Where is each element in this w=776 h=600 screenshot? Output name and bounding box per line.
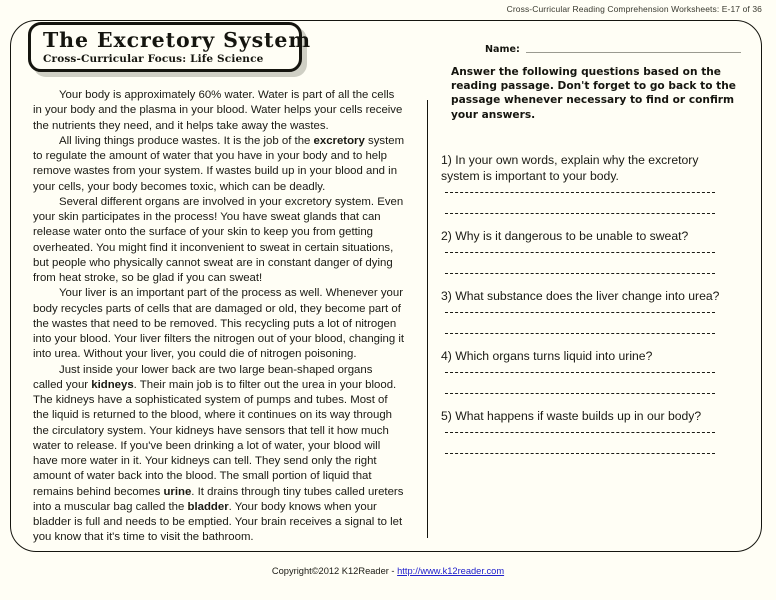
name-label: Name: (485, 44, 520, 55)
passage-paragraph (33, 88, 405, 134)
passage-paragraph (33, 286, 405, 362)
instructions-text: Answer the following questions based on the reading passage. Don't forget to go back to the passage whenever necessary to find or confirm your answers. (451, 66, 736, 121)
passage-text: All living things produce wastes. It is the job of the (59, 134, 314, 147)
question-block (441, 348, 741, 394)
question-block (441, 408, 741, 454)
question-text: 3) What substance does the liver change into urea? (441, 288, 720, 303)
answer-line[interactable] (445, 192, 715, 193)
page-subtitle: Cross-Curricular Focus: Life Science (43, 53, 264, 65)
passage-text: Your body is approximately 60% water. Water is part of all the cells in your body and the plasma in your blood. Water helps your cells receive the nutrients they need, and it helps take away the wastes. (33, 89, 403, 132)
passage-text: . Their main job is to filter out the urea in your blood. The kidneys have a sophisticated system of pumps and tubes. Most of the liquid is returned to the blood, where it continues on its way through the circulatory system. Your kidneys have sensors that tell it how much water to release. If you've been drinking a lot of water, your blood will have more water in it. Your kidneys can tell. They send only the right amount of water back into the blood. The small portion of liquid that remains behind becomes (33, 378, 397, 498)
question-block (441, 152, 741, 214)
answer-line[interactable] (445, 393, 715, 394)
worksheet-series-label: Cross-Curricular Reading Comprehension Worksheets: E-17 of 36 (506, 4, 762, 14)
passage-keyword: excretory (313, 134, 365, 147)
page-title: The Excretory System (43, 28, 311, 52)
column-divider (427, 100, 428, 538)
k12reader-link[interactable]: http://www.k12reader.com (397, 566, 505, 576)
questions-panel (441, 44, 741, 468)
passage-text: Just inside your lower back are two large bean-shaped organs called your (33, 363, 373, 391)
passage-text: Several different organs are involved in your excretory system. Even your skin participates in the process! You have sweat glands that can release water onto the surface of your skin to keep you from getting overheated. You might find it inconvenient to sweat in certain situations, but people who physically cannot sweat are in constant danger of dying from heat stroke, so be glad if you can sweat! (33, 195, 404, 284)
question-text: 4) Which organs turns liquid into urine? (441, 348, 653, 363)
answer-line[interactable] (445, 273, 715, 274)
question-block (441, 288, 741, 334)
answer-line[interactable] (445, 453, 715, 454)
passage-text: system to regulate the amount of water that you have in your body and to help remove wastes from your system. If wastes build up in your blood and in your cells, your body becomes toxic, which can be deadly. (33, 134, 405, 193)
name-field-row (485, 44, 741, 55)
footer (0, 566, 776, 576)
question-block (441, 228, 741, 274)
answer-line[interactable] (445, 372, 715, 373)
reading-passage (33, 88, 405, 546)
passage-text: . Your body knows when your bladder is full and needs to be emptied. Your brain receives a signal to let you know that it's time to visit the bathroom. (33, 500, 403, 544)
passage-text: . It drains through tiny tubes called ureters into a muscular bag called the (33, 485, 404, 513)
copyright-text: Copyright©2012 K12Reader - (271, 566, 398, 576)
name-input-line[interactable] (526, 52, 741, 53)
passage-paragraph (33, 195, 405, 287)
passage-keyword: urine (163, 485, 192, 498)
question-text: 5) What happens if waste builds up in our body? (441, 408, 702, 423)
question-text: 1) In your own words, explain why the excretory system is important to your body. (441, 152, 699, 183)
passage-keyword: bladder (187, 500, 229, 513)
question-text: 2) Why is it dangerous to be unable to sweat? (441, 228, 689, 243)
answer-line[interactable] (445, 252, 715, 253)
answer-line[interactable] (445, 333, 715, 334)
answer-line[interactable] (445, 213, 715, 214)
questions-list (441, 152, 741, 454)
answer-line[interactable] (445, 432, 715, 433)
passage-paragraph (33, 363, 405, 546)
passage-paragraph (33, 134, 405, 195)
passage-text: Your liver is an important part of the process as well. Whenever your body recycles parts of cells that are damaged or old, they become part of the wastes that need to be removed. This recycling puts a lot of nitrogen into your blood. Your liver filters the nitrogen out of your blood, changing it into urea. Without your liver, you could die of nitrogen poisoning. (33, 287, 405, 361)
answer-line[interactable] (445, 312, 715, 313)
passage-keyword: kidneys (91, 378, 134, 391)
title-box (28, 22, 311, 72)
